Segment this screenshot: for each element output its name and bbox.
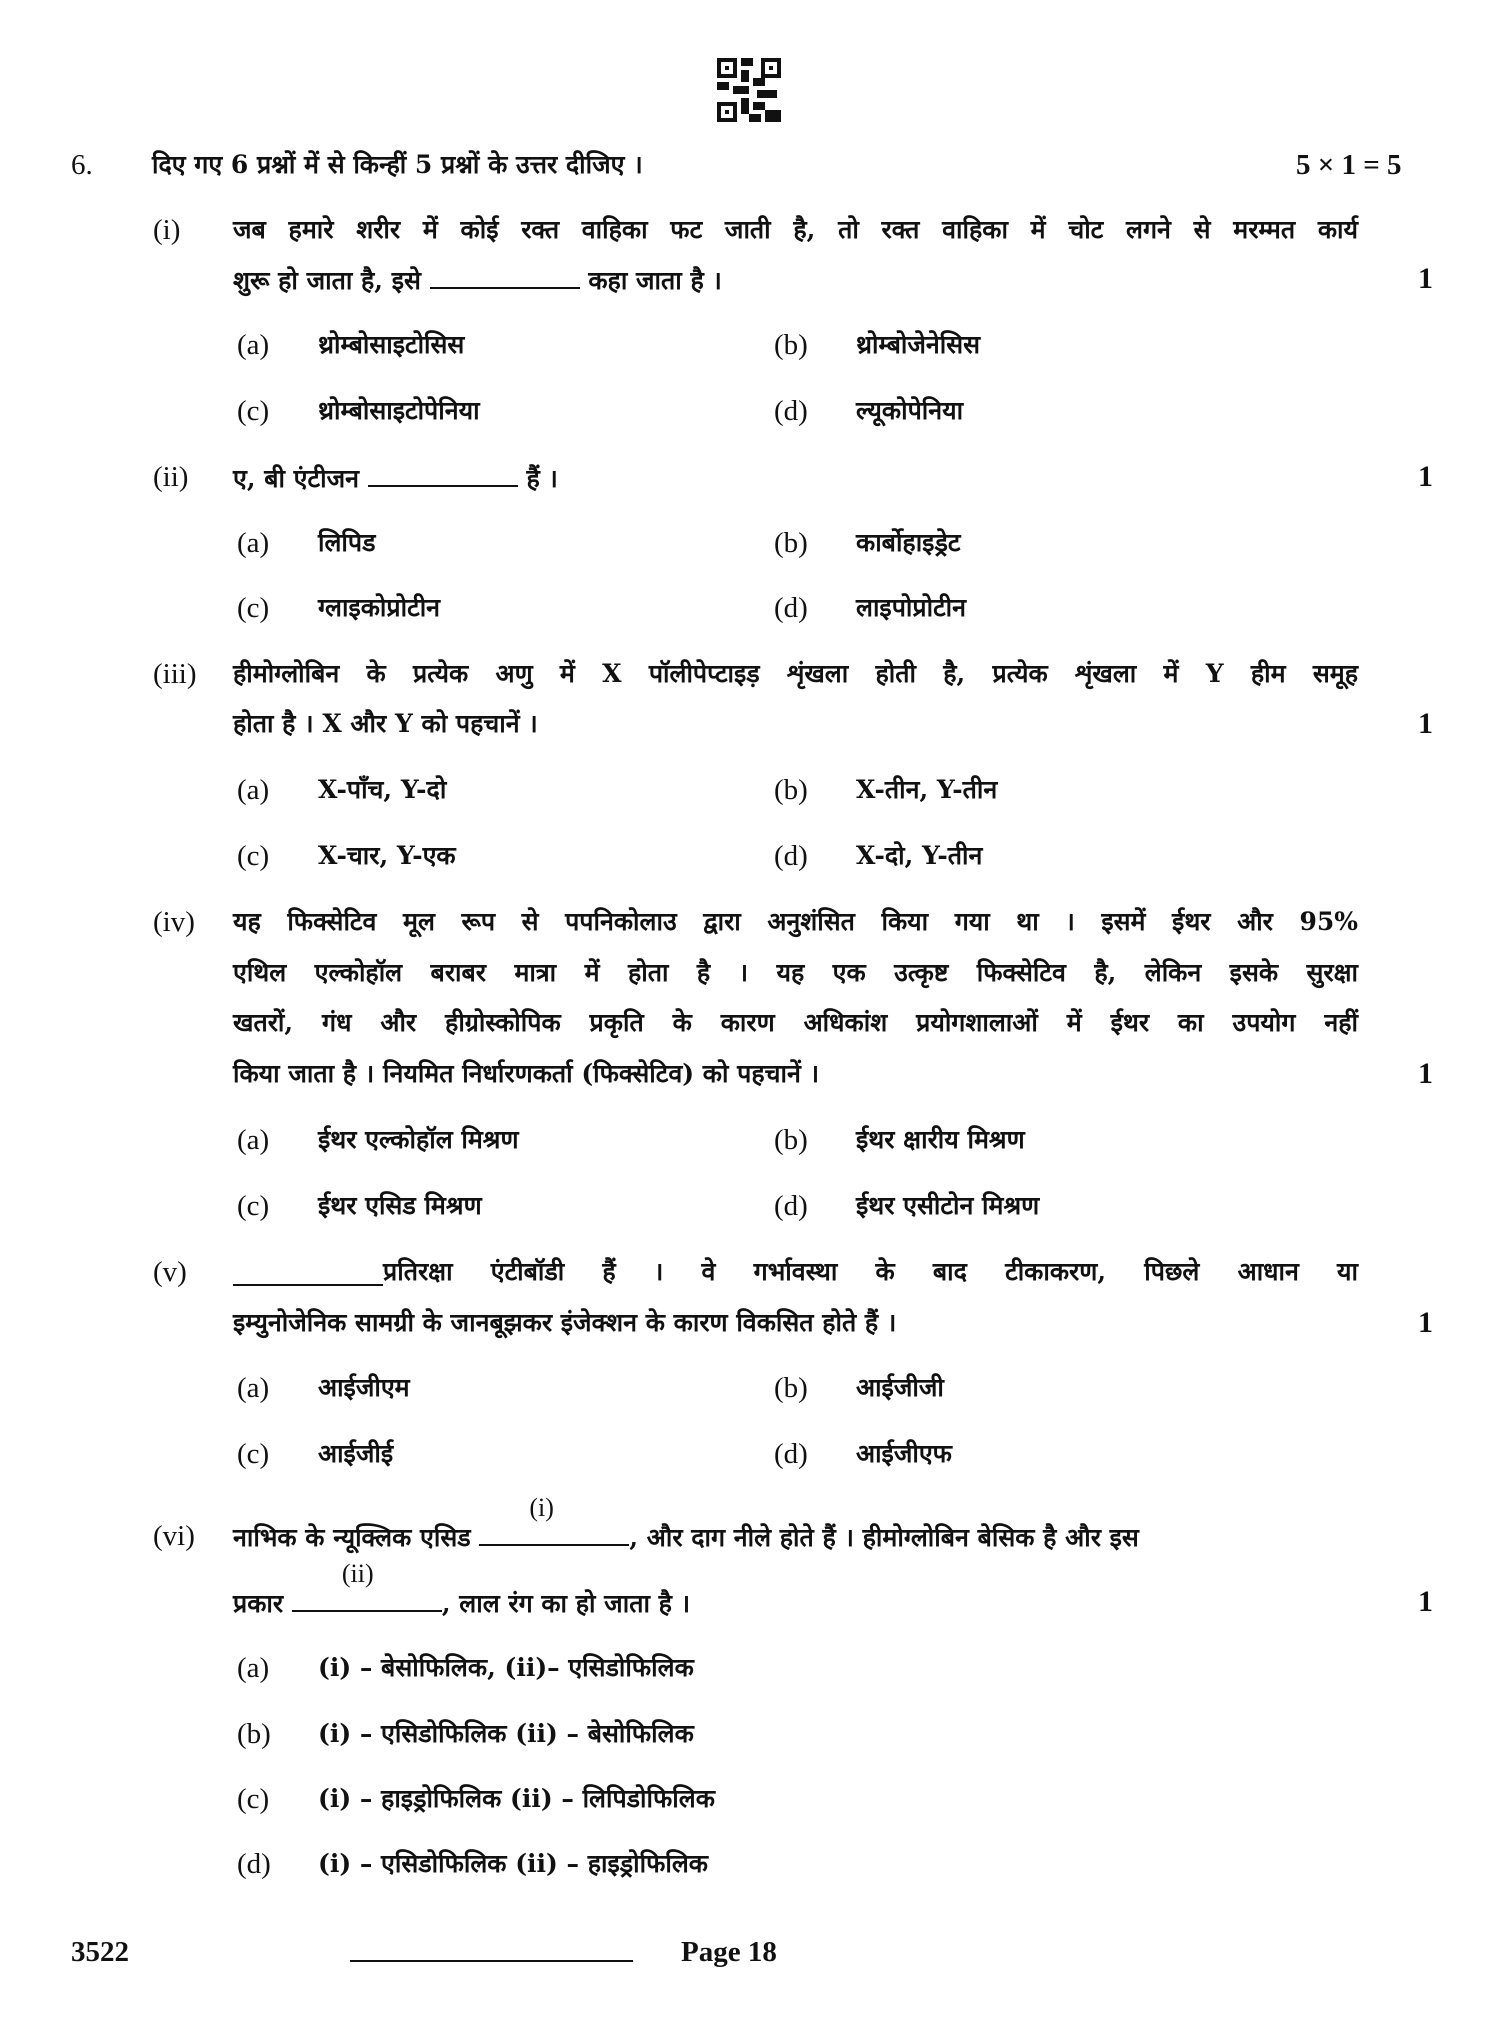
option-label: (d) [774, 1190, 808, 1222]
question-text: जब हमारे शरीर में कोई रक्त वाहिका फट जाती है, तो रक्त वाहिका में चोट लगने से मरम्मत कार्य [233, 215, 1358, 244]
blank [479, 1493, 629, 1546]
question-instruction: दिए गए 6 प्रश्नों में से किन्हीं 5 प्रश्नों के उत्तर दीजिए । [152, 150, 643, 179]
subq-number: (i) [153, 214, 181, 246]
option-label: (a) [237, 1372, 270, 1404]
option-text: लाइपोप्रोटीन [856, 593, 967, 622]
option-text: X-चार, Y-एक [318, 841, 456, 870]
option-label: (c) [237, 1190, 270, 1222]
option-text: थ्रोम्बोसाइटोसिस [318, 330, 465, 359]
option-text: X-दो, Y-तीन [856, 841, 983, 870]
option-label: (d) [774, 395, 808, 427]
blank [368, 459, 518, 487]
option-label: (c) [237, 840, 270, 872]
option-label: (a) [237, 1124, 270, 1156]
blank [233, 1254, 383, 1286]
blank-marker: (i) [529, 1493, 554, 1522]
page-number: Page 18 [681, 1936, 777, 1968]
option-label: (b) [774, 1124, 808, 1156]
marks: 1 [1418, 1057, 1433, 1090]
subq-number: (vi) [153, 1520, 195, 1552]
question-text: खतरों, गंध और हीग्रोस्कोपिक प्रकृति के कारण अधिकांश प्रयोगशालाओं में ईथर का उपयोग नहीं [233, 1008, 1358, 1037]
subq-number: (ii) [153, 461, 189, 493]
question-text: किया जाता है । नियमित निर्धारणकर्ता (फिक्सेटिव) को पहचानें । [233, 1059, 820, 1088]
blank-marker: (ii) [341, 1559, 374, 1588]
option-text: थ्रोम्बोजेनेसिस [856, 330, 981, 359]
option-label: (d) [774, 840, 808, 872]
marks: 1 [1418, 262, 1433, 295]
option-label: (b) [774, 774, 808, 806]
option-text: X-पाँच, Y-दो [318, 775, 447, 804]
option-label: (a) [237, 527, 270, 559]
option-text: ईथर एसीटोन मिश्रण [856, 1191, 1040, 1220]
question-text: इम्युनोजेनिक सामग्री के जानबूझकर इंजेक्शन के कारण विकसित होते हैं । [233, 1308, 897, 1337]
paper-code: 3522 [71, 1936, 129, 1968]
option-text: आईजीजी [856, 1373, 944, 1402]
option-label: (c) [237, 1438, 270, 1470]
option-label: (c) [237, 1783, 270, 1815]
question-number: 6. [71, 149, 93, 181]
question-text: शुरू हो जाता है, इसे कहा जाता है । [233, 261, 1358, 299]
footer-divider [350, 1960, 633, 1962]
subq-number: (iii) [153, 658, 197, 690]
blank [292, 1559, 442, 1612]
option-label: (b) [237, 1718, 271, 1750]
option-text: आईजीई [318, 1439, 394, 1468]
option-text: ल्यूकोपेनिया [856, 396, 964, 425]
option-text: (i) – एसिडोफिलिक (ii) – बेसोफिलिक [318, 1719, 694, 1748]
option-text: थ्रोम्बोसाइटोपेनिया [318, 396, 480, 425]
blank [430, 261, 580, 289]
option-text: ग्लाइकोप्रोटीन [318, 593, 441, 622]
question-text: ए, बी एंटीजन हैं । [233, 459, 1358, 497]
option-text: (i) – बेसोफिलिक, (ii)– एसिडोफिलिक [318, 1653, 694, 1682]
question-text: प्रकार (ii) , लाल रंग का हो जाता है । [233, 1584, 1358, 1622]
question-text: नाभिक के न्यूक्लिक एसिड (i) , और दाग नीले होते हैं । हीमोग्लोबिन बेसिक है और इस [233, 1518, 1358, 1556]
question-text: एथिल एल्कोहॉल बराबर मात्रा में होता है । यह एक उत्कृष्ट फिक्सेटिव है, लेकिन इसके सुरक्षा [233, 958, 1358, 987]
option-label: (d) [774, 1438, 808, 1470]
option-text: आईजीएफ [856, 1439, 952, 1468]
qr-code [717, 58, 781, 122]
question-text: यह फिक्सेटिव मूल रूप से पपनिकोलाउ द्वारा अनुशंसित किया गया था । इसमें ईथर और 95% [233, 907, 1358, 936]
option-text: ईथर क्षारीय मिश्रण [856, 1125, 1025, 1154]
marks: 1 [1418, 1306, 1433, 1339]
marks: 1 [1418, 1585, 1433, 1618]
option-text: ईथर एल्कोहॉल मिश्रण [318, 1125, 519, 1154]
option-label: (b) [774, 1372, 808, 1404]
option-label: (b) [774, 527, 808, 559]
question-text: हीमोग्लोबिन के प्रत्येक अणु में X पॉलीपेप्टाइड़ शृंखला होती है, प्रत्येक शृंखला में Y हीम समूह [233, 659, 1358, 688]
marks: 1 [1418, 707, 1433, 740]
marks: 1 [1418, 460, 1433, 493]
option-text: (i) – एसिडोफिलिक (ii) – हाइड्रोफिलिक [318, 1849, 708, 1878]
option-text: (i) – हाइड्रोफिलिक (ii) – लिपिडोफिलिक [318, 1784, 715, 1813]
option-text: ईथर एसिड मिश्रण [318, 1191, 482, 1220]
option-label: (c) [237, 592, 270, 624]
question-text: होता है । X और Y को पहचानें । [233, 709, 538, 738]
option-label: (a) [237, 774, 270, 806]
option-text: लिपिड [318, 528, 376, 557]
option-label: (a) [237, 329, 270, 361]
subq-number: (v) [153, 1256, 187, 1288]
question-marks: 5 × 1 = 5 [1296, 149, 1402, 181]
option-text: कार्बोहाइड्रेट [856, 528, 961, 557]
option-label: (d) [237, 1848, 271, 1880]
option-text: आईजीएम [318, 1373, 410, 1402]
option-label: (c) [237, 395, 270, 427]
question-text: प्रतिरक्षा एंटीबॉडी हैं । वे गर्भावस्था के बाद टीकाकरण, पिछले आधान या [233, 1254, 1358, 1290]
option-label: (a) [237, 1652, 270, 1684]
subq-number: (iv) [153, 906, 195, 938]
option-text: X-तीन, Y-तीन [856, 775, 998, 804]
option-label: (d) [774, 592, 808, 624]
option-label: (b) [774, 329, 808, 361]
